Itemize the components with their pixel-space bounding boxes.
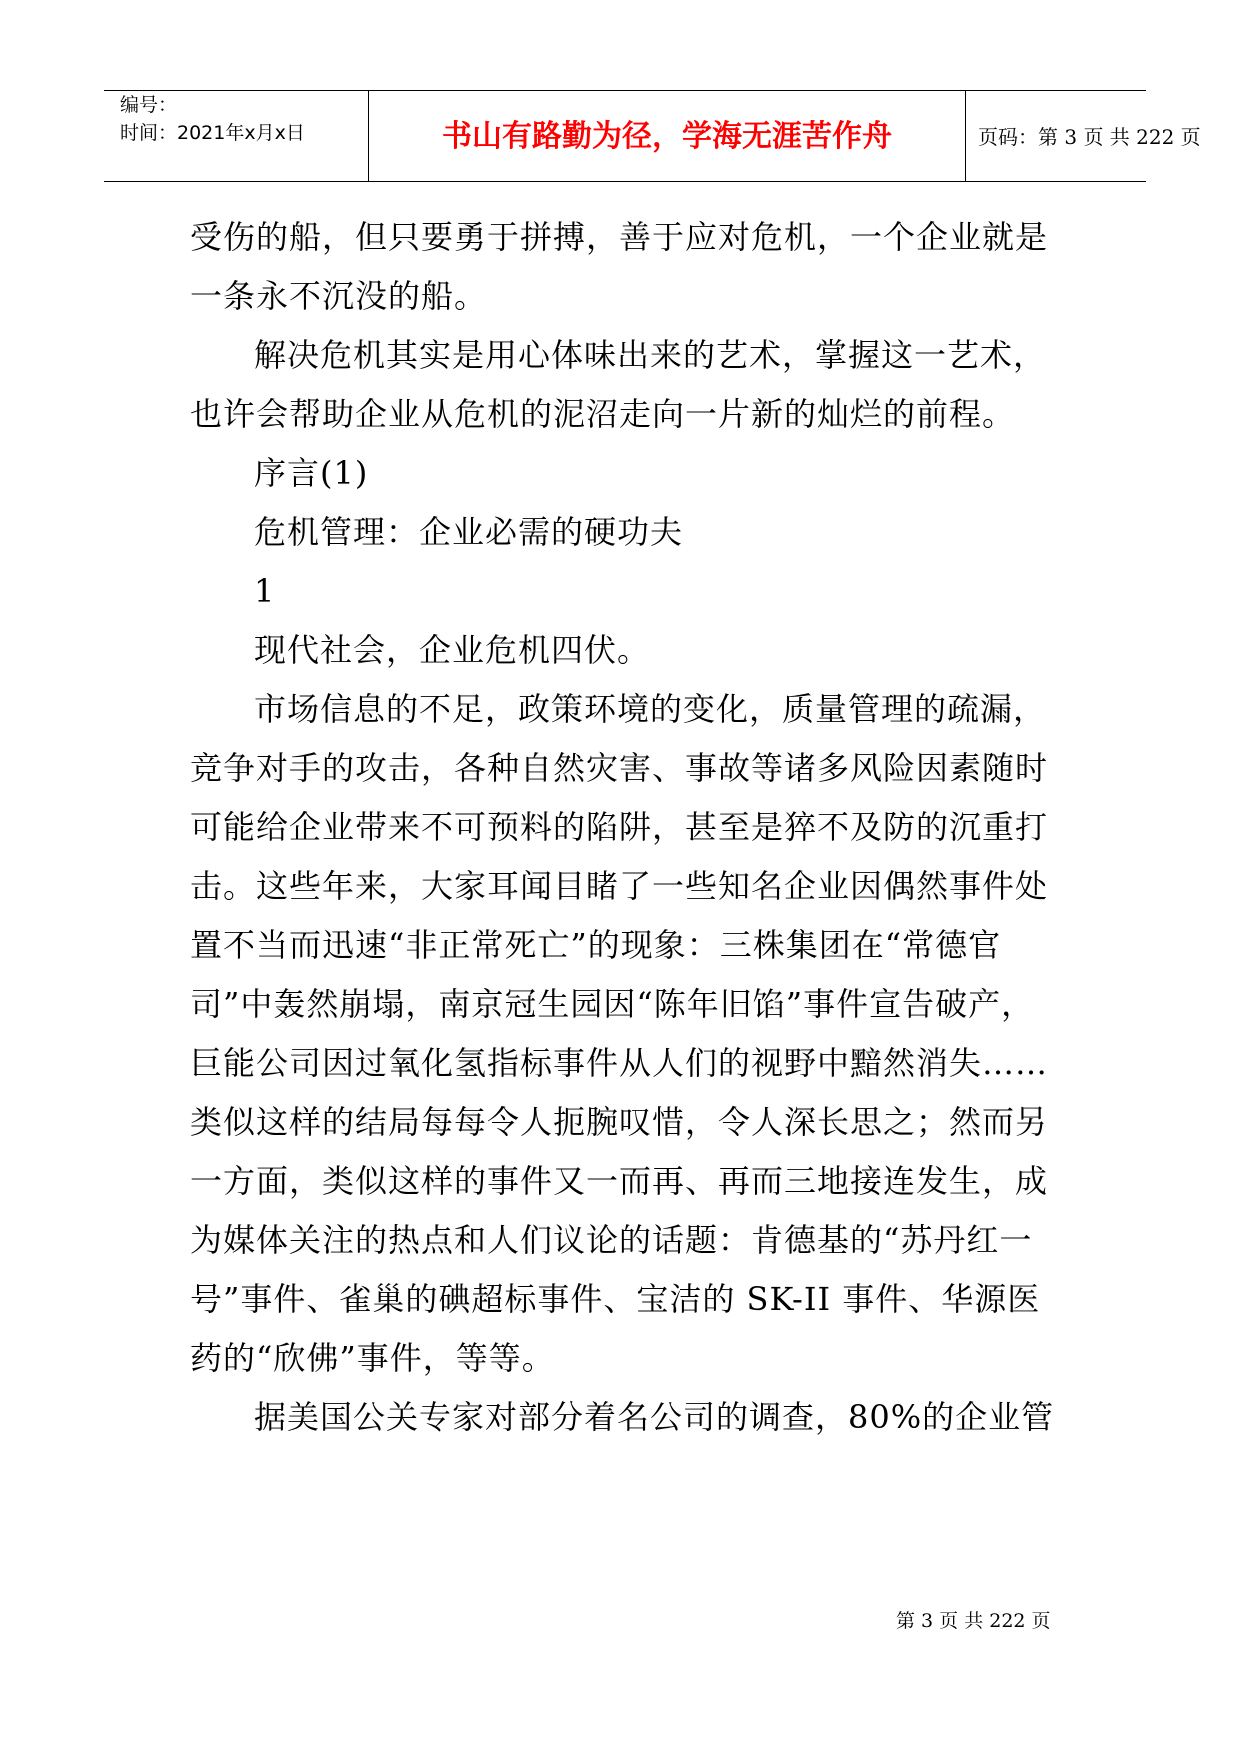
body-line: 司”中轰然崩塌，南京冠生园因“陈年旧馅”事件宣告破产， bbox=[190, 985, 1035, 1023]
header-page-code: 页码：第 3 页 共 222 页 bbox=[978, 125, 1201, 149]
serial-number-label: 编号： bbox=[120, 94, 178, 116]
body-line: 一方面，类似这样的事件又一而再、再而三地接连发生，成 bbox=[190, 1162, 1049, 1200]
body-line: 危机管理：企业必需的硬功夫 bbox=[254, 513, 684, 551]
body-line: 击。这些年来，大家耳闻目睹了一些知名企业因偶然事件处 bbox=[190, 867, 1049, 905]
body-line: 受伤的船，但只要勇于拼搏，善于应对危机，一个企业就是 bbox=[190, 218, 1049, 256]
body-line: 号”事件、雀巢的碘超标事件、宝洁的 SK-II 事件、华源医 bbox=[190, 1280, 1041, 1318]
header-info-cell bbox=[104, 91, 368, 181]
time-label: 时间：2021年x月x日 bbox=[120, 122, 305, 144]
body-line: 解决危机其实是用心体味出来的艺术，掌握这一艺术， bbox=[254, 336, 1047, 374]
body-line: 也许会帮助企业从危机的泥沼走向一片新的灿烂的前程。 bbox=[190, 395, 1016, 433]
body-line: 1 bbox=[254, 572, 276, 610]
page-header bbox=[104, 90, 1201, 182]
body-line: 竞争对手的攻击，各种自然灾害、事故等诸多风险因素随时 bbox=[190, 749, 1049, 787]
body-line: 序言(1) bbox=[254, 454, 369, 492]
motto-text: 书山有路勤为径，学海无涯苦作舟 bbox=[442, 119, 892, 154]
body-line: 一条永不沉没的船。 bbox=[190, 277, 488, 315]
body-line: 市场信息的不足，政策环境的变化，质量管理的疏漏， bbox=[254, 690, 1047, 728]
header-page-cell bbox=[966, 91, 1201, 181]
body-line: 可能给企业带来不可预料的陷阱，甚至是猝不及防的沉重打 bbox=[190, 808, 1049, 846]
header-motto-cell bbox=[368, 91, 966, 181]
body-line: 类似这样的结局每每令人扼腕叹惜，令人深长思之；然而另 bbox=[190, 1103, 1049, 1141]
body-line: 现代社会，企业危机四伏。 bbox=[254, 631, 651, 669]
body-line: 置不当而迅速“非正常死亡”的现象：三株集团在“常德官 bbox=[190, 926, 1002, 964]
body-line: 巨能公司因过氧化氢指标事件从人们的视野中黯然消失…… bbox=[190, 1044, 1049, 1082]
body-line: 药的“欣佛”事件，等等。 bbox=[190, 1339, 555, 1377]
page-footer: 第 3 页 共 222 页 bbox=[896, 1610, 1051, 1632]
body-line: 为媒体关注的热点和人们议论的话题：肯德基的“苏丹红一 bbox=[190, 1221, 1033, 1259]
body-line: 据美国公关专家对部分着名公司的调查，80%的企业管 bbox=[254, 1398, 1055, 1436]
